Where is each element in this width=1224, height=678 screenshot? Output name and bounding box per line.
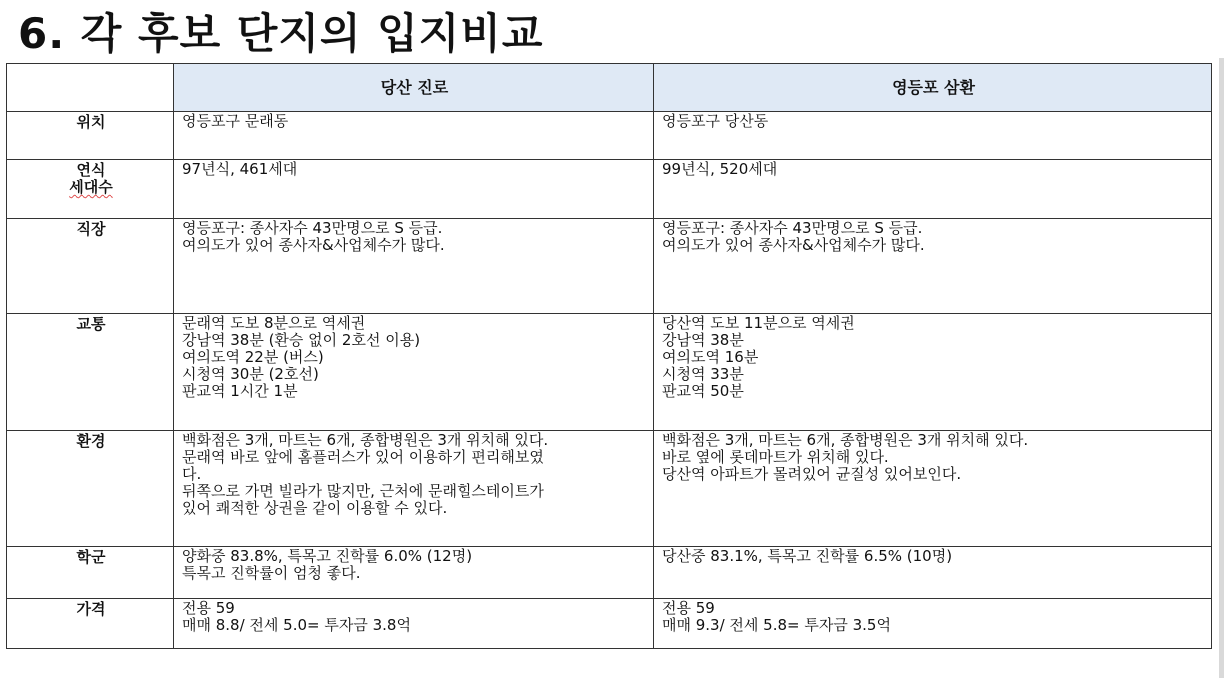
table-row-transport [7, 314, 1212, 431]
cell-text: 영등포구 당산동 [662, 112, 769, 130]
slide-edge-scrollbar [1219, 58, 1224, 678]
column-header-yeongdeungpo-samhwan: 영등포 삼환 [654, 64, 1212, 112]
cell-text: 전용 59 [182, 599, 235, 617]
cell-text: 시청역 33분 [662, 365, 744, 383]
row-label-age-households [7, 160, 174, 219]
cell-text: 여의도가 있어 종사자&사업체수가 많다. [182, 236, 445, 254]
cell-dangsan-location [174, 112, 654, 160]
cell-text: 백화점은 3개, 마트는 6개, 종합병원은 3개 위치해 있다. [182, 431, 549, 449]
cell-text: 당산역 아파트가 몰려있어 균질성 있어보인다. [662, 465, 962, 483]
cell-samhwan-location [654, 112, 1212, 160]
cell-dangsan-transport [174, 314, 654, 431]
table-row-age-households [7, 160, 1212, 219]
cell-text: 뒤쪽으로 가면 빌라가 많지만, 근처에 문래힐스테이트가 [182, 482, 544, 500]
row-label-text: 교통 [76, 315, 106, 333]
cell-dangsan-workplace [174, 219, 654, 314]
cell-text: 99년식, 520세대 [662, 160, 778, 178]
cell-samhwan-school-district [654, 547, 1212, 599]
row-label-text: 가격 [76, 600, 106, 618]
cell-text: 매매 8.8/ 전세 5.0= 투자금 3.8억 [182, 616, 411, 634]
row-label-text: 직장 [76, 220, 106, 238]
cell-dangsan-environment [174, 431, 654, 547]
cell-dangsan-age-households [174, 160, 654, 219]
cell-text: 여의도가 있어 종사자&사업체수가 많다. [662, 236, 925, 254]
cell-samhwan-workplace [654, 219, 1212, 314]
table-row-school-district [7, 547, 1212, 599]
cell-text: 당산역 도보 11분으로 역세권 [662, 314, 855, 332]
row-label-text: 학군 [76, 548, 106, 566]
table-row-price [7, 599, 1212, 649]
cell-text: 양화중 83.8%, 특목고 진학률 6.0% (12명) [182, 547, 473, 565]
cell-text: 영등포구 문래동 [182, 112, 289, 130]
cell-text: 판교역 1시간 1분 [182, 382, 298, 400]
cell-text: 97년식, 461세대 [182, 160, 298, 178]
cell-text: 바로 옆에 롯데마트가 위치해 있다. [662, 448, 889, 466]
cell-text: 특목고 진학률이 엄청 좋다. [182, 564, 361, 582]
cell-text: 강남역 38분 [662, 331, 744, 349]
row-label-school-district [7, 547, 174, 599]
cell-text: 전용 59 [662, 599, 715, 617]
page-title: 6. 각 후보 단지의 입지비교 [18, 9, 544, 58]
cell-text: 판교역 50분 [662, 382, 744, 400]
cell-text: 영등포구: 종사자수 43만명으로 S 등급. [182, 219, 443, 237]
row-label-workplace [7, 219, 174, 314]
table-corner-cell [7, 64, 174, 112]
row-label-text: 연식 [76, 161, 106, 179]
cell-samhwan-age-households [654, 160, 1212, 219]
cell-text: 영등포구: 종사자수 43만명으로 S 등급. [662, 219, 923, 237]
cell-text: 강남역 38분 (환승 없이 2호선 이용) [182, 331, 421, 349]
row-label-location [7, 112, 174, 160]
row-label-price [7, 599, 174, 649]
cell-text: 다. [182, 465, 202, 483]
cell-text: 문래역 바로 앞에 홈플러스가 있어 이용하기 편리해보였 [182, 448, 544, 466]
comparison-table [6, 63, 1212, 649]
cell-text: 백화점은 3개, 마트는 6개, 종합병원은 3개 위치해 있다. [662, 431, 1029, 449]
table-row-environment [7, 431, 1212, 547]
cell-text: 여의도역 22분 (버스) [182, 348, 324, 366]
table-row-location [7, 112, 1212, 160]
table-row-workplace [7, 219, 1212, 314]
cell-samhwan-price [654, 599, 1212, 649]
cell-samhwan-transport [654, 314, 1212, 431]
cell-dangsan-price [174, 599, 654, 649]
cell-dangsan-school-district [174, 547, 654, 599]
cell-text: 여의도역 16분 [662, 348, 759, 366]
row-label-environment [7, 431, 174, 547]
row-label-text: 환경 [76, 432, 106, 450]
cell-text: 매매 9.3/ 전세 5.8= 투자금 3.5억 [662, 616, 891, 634]
cell-text: 문래역 도보 8분으로 역세권 [182, 314, 366, 332]
row-label-text: 위치 [76, 113, 106, 131]
cell-text: 있어 쾌적한 상권을 같이 이용할 수 있다. [182, 499, 448, 517]
cell-text: 시청역 30분 (2호선) [182, 365, 319, 383]
row-label-transport [7, 314, 174, 431]
cell-text: 당산중 83.1%, 특목고 진학률 6.5% (10명) [662, 547, 953, 565]
column-header-dangsan-jinro: 당산 진로 [174, 64, 654, 112]
cell-samhwan-environment [654, 431, 1212, 547]
row-label-text: 세대수 [69, 178, 113, 196]
